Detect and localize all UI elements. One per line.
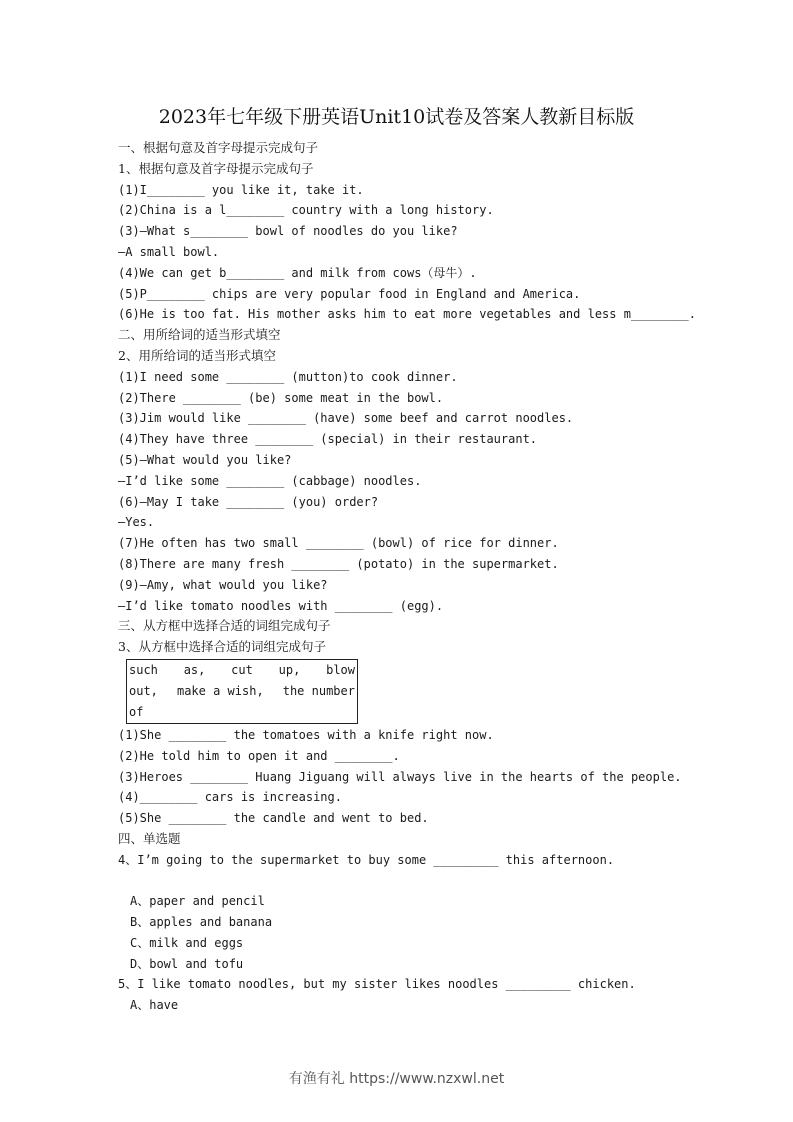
question-item: (5)—What would you like? <box>118 452 292 467</box>
question-item: (2)China is a l________ country with a long history. <box>118 203 494 218</box>
question-5: 5、I like tomato noodles, but my sister likes noodles _________ chicken. <box>118 977 636 992</box>
document-body <box>118 138 696 1016</box>
question-item: (7)He often has two small ________ (bowl) of rice for dinner. <box>118 536 559 551</box>
word-bank-token: of <box>129 704 144 719</box>
question-item: (5)She ________ the candle and went to bed. <box>118 811 429 826</box>
option-a: A、paper and pencil <box>130 894 265 909</box>
question-heading-3: 3、从方框中选择合适的词组完成句子 <box>118 639 326 655</box>
question-item: (3)Jim would like ________ (have) some beef and carrot noodles. <box>118 411 574 426</box>
word-bank-token: blow <box>326 662 355 677</box>
word-bank-token: as, <box>183 662 206 677</box>
question-item: —Yes. <box>118 515 155 530</box>
question-item: —I’d like some ________ (cabbage) noodles. <box>118 473 422 488</box>
section-heading-1: 一、根据句意及首字母提示完成句子 <box>118 140 319 155</box>
question-item: (2)He told him to open it and ________. <box>118 748 400 763</box>
question-item: (1)I________ you like it, take it. <box>118 182 364 197</box>
option-b: B、apples and banana <box>130 915 273 930</box>
word-bank-token: make a wish, <box>176 683 264 698</box>
question-4: 4、I’m going to the supermarket to buy some _________ this afternoon. <box>118 852 615 867</box>
word-bank-token: the number <box>282 683 355 698</box>
word-bank-line <box>129 660 357 681</box>
word-bank-line <box>129 702 357 723</box>
document-title: 2023年七年级下册英语Unit10试卷及答案人教新目标版 <box>158 106 635 128</box>
question-item: (3)Heroes ________ Huang Jiguang will always live in the hearts of the people. <box>118 769 682 784</box>
section-heading-2: 二、用所给词的适当形式填空 <box>118 327 281 343</box>
word-bank-line <box>129 681 357 702</box>
question-item: (1)She ________ the tomatoes with a knife right now. <box>118 727 494 742</box>
option-d: D、bowl and tofu <box>130 956 244 971</box>
question-item: (9)—Amy, what would you like? <box>118 577 328 592</box>
question-item: (6)—May I take ________ (you) order? <box>118 494 379 509</box>
section-heading-3: 三、从方框中选择合适的词组完成句子 <box>118 618 331 634</box>
question-item: (4)We can get b________ and milk from cows（母牛）. <box>118 265 477 280</box>
word-bank-token: cut <box>231 662 253 677</box>
question-item: (5)P________ chips are very popular food in England and America. <box>118 286 581 301</box>
option-a: A、have <box>130 998 179 1013</box>
option-c: C、milk and eggs <box>130 935 244 950</box>
word-bank-token: out, <box>129 683 158 698</box>
question-item: —A small bowl. <box>118 244 220 259</box>
word-bank-token: up, <box>278 662 301 677</box>
question-heading-1: 1、根据句意及首字母提示完成句子 <box>118 160 314 176</box>
question-heading-2: 2、用所给词的适当形式填空 <box>118 347 276 363</box>
blank-line <box>118 871 678 892</box>
question-item: (3)—What s________ bowl of noodles do you like? <box>118 224 458 239</box>
section-heading-4: 四、单选题 <box>118 830 181 846</box>
question-item: (4)They have three ________ (special) in their restaurant. <box>118 432 538 447</box>
question-item: (4)________ cars is increasing. <box>118 790 342 805</box>
word-bank-token: such <box>129 662 158 677</box>
question-item: —I’d like tomato noodles with ________ (egg). <box>118 598 444 613</box>
word-bank-box <box>126 659 358 724</box>
footer-watermark: 有渔有礼 https://www.nzxwl.net <box>288 1071 505 1087</box>
question-item: (1)I need some ________ (mutton)to cook dinner. <box>118 369 458 384</box>
question-item: (8)There are many fresh ________ (potato) in the supermarket. <box>118 556 559 571</box>
question-item: (6)He is too fat. His mother asks him to eat more vegetables and less m________. <box>118 307 696 322</box>
question-item: (2)There ________ (be) some meat in the bowl. <box>118 390 444 405</box>
